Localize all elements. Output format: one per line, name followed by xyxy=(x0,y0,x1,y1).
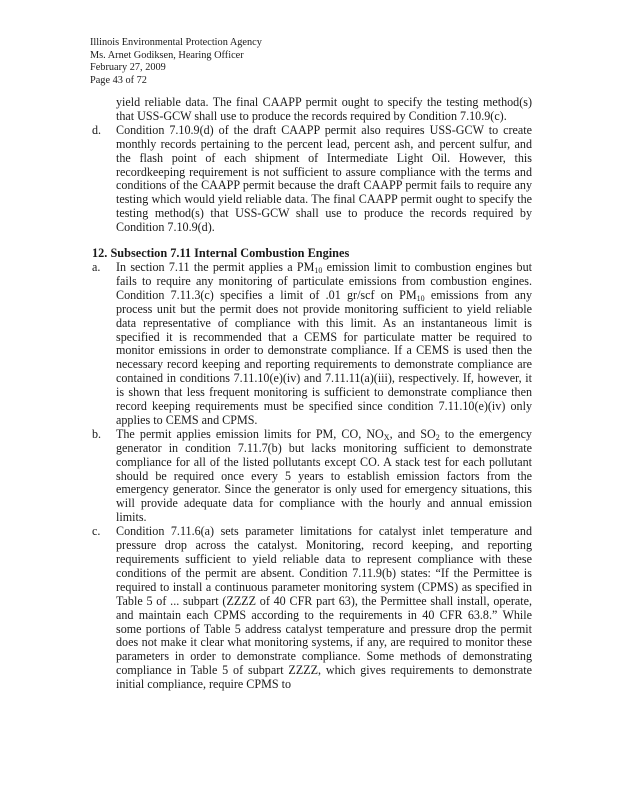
section-heading: 12. Subsection 7.11 Internal Combustion Engines xyxy=(92,246,350,261)
header-date: February 27, 2009 xyxy=(90,62,166,74)
list-item-b xyxy=(92,428,532,525)
paragraph-text: Condition 7.11.6(a) sets parameter limitations for catalyst inlet temperature and pressure drop across the catalyst. Monitoring, record keeping, and reporting requirements sufficient to yield reliable data to represent compliance with these conditions of the permit are absent. Condition 7.11.9(b) states: “If the Permittee is required to install a continuous parameter monitoring system (CPMS) as specified in Table 5 of ... subpart (ZZZZ of 40 CFR part 63), the Permittee shall install, operate, and maintain each CPMS according to the requirements in 40 CFR 63.8.” While some portions of Table 5 address catalyst temperature and pressure drop the permit does not make it clear what monitoring systems, if any, are required to monitor these parameters in order to demonstrate compliance. Some methods of demonstrating compliance in Table 5 of subpart ZZZZ, which gives requirements to demonstrate initial compliance, require CPMS to xyxy=(116,524,532,692)
list-marker: a. xyxy=(92,259,101,274)
section-heading-block xyxy=(92,247,532,261)
list-item-d xyxy=(92,124,532,235)
paragraph-text: yield reliable data. The final CAAPP permit ought to specify the testing method(s) that USS-GCW shall use to produce the records required by Condition 7.10.9(c). xyxy=(116,95,532,123)
header-page-number: Page 43 of 72 xyxy=(90,74,147,86)
list-item-c xyxy=(92,525,532,692)
paragraph-text: The permit applies emission limits for PM, CO, $NO_X$, and $SO_2$ to the emergency generator in condition 7.11.7(b) but lacks monitoring sufficient to demonstrate compliance for all of the listed pollutants except CO. A stack test for each pollutant should be required once every 5 years to establish emission factors from the emergency generator. Since the generator is only used for emergency situations, this will provide adequate data for compliance with the hourly and annual emission limits. xyxy=(116,426,532,525)
list-marker: c. xyxy=(92,524,101,539)
continuation-paragraph xyxy=(92,96,532,124)
list-marker: b. xyxy=(92,426,102,441)
paragraph-text: Condition 7.10.9(d) of the draft CAAPP permit also requires USS-GCW to create monthly records pertaining to the percent lead, percent ash, and percent sulfur, and the flash point of each shipment of Intermediate Light Oil. However, this recordkeeping requirement is not sufficient to assure compliance with the terms and conditions of the CAAPP permit because the draft CAAPP permit fails to require any testing which would yield reliable data. The final CAAPP permit ought to specify the testing method(s) that USS-GCW shall use to produce the records required by Condition 7.10.9(d). xyxy=(116,122,532,235)
list-marker: d. xyxy=(92,122,102,137)
list-item-a xyxy=(92,261,532,428)
letter-header xyxy=(90,37,262,87)
paragraph-text: In section 7.11 the permit applies a $PM_{10}$ emission limit to combustion engines but fails to require any monitoring of particulate emissions from combustion engines. Condition 7.11.3(c) specifies a limit of .01 gr/scf on $PM_{10}$ emissions from any process unit but the permit does not provide monitoring sufficient to yield reliable data representative of compliance with this limit. As an instantaneous limit is specified it is recommended that a CEMS for particulate matter be required to monitor emissions in order to demonstrate compliance. If a CEMS is used then the necessary record keeping and reporting requirements to demonstrate compliance are contained in conditions 7.11.10(e)(iv) and 7.11.11(a)(iii), respectively. If, however, it is shown that less frequent monitoring is sufficient to demonstrate compliance then record keeping requirements must be specified since condition 7.11.10(e)(iv) only applies to CEMS and CPMS. xyxy=(116,259,533,427)
header-agency: Illinois Environmental Protection Agency xyxy=(90,37,262,48)
header-recipient: Ms. Arnet Godiksen, Hearing Officer xyxy=(90,49,244,61)
document-body xyxy=(92,96,532,692)
